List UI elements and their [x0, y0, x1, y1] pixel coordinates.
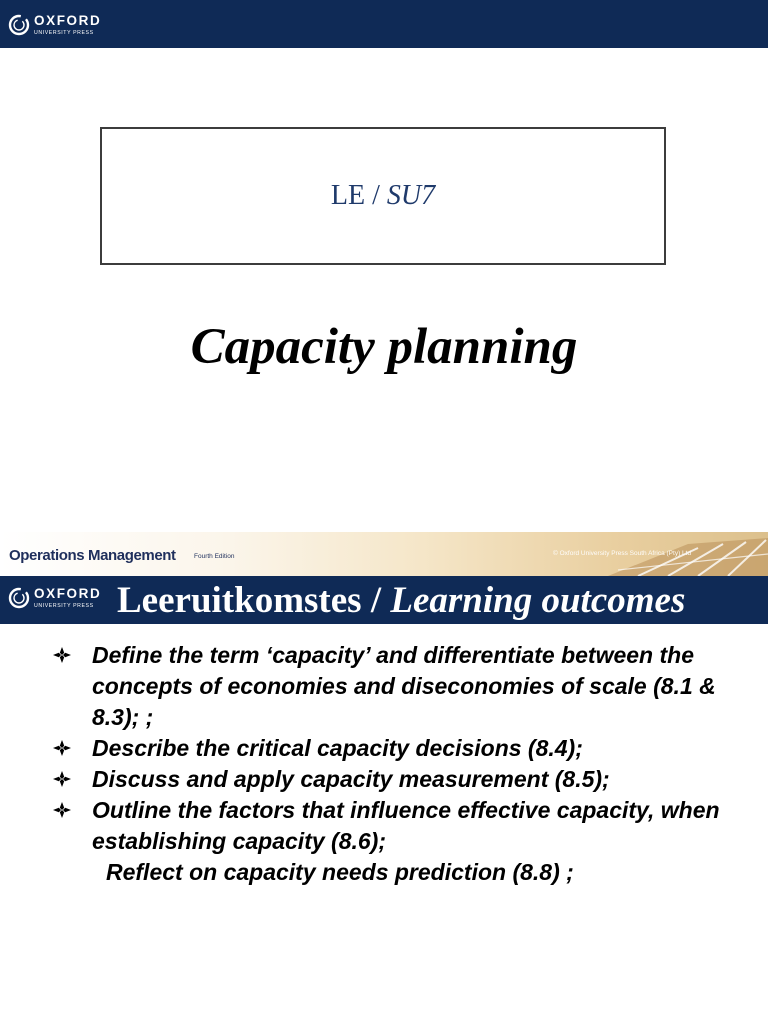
- learning-outcomes-header: [0, 576, 768, 624]
- outcome-text: Reflect on capacity needs prediction (8.8) ;: [106, 859, 574, 885]
- logo-main-text: OXFORD: [34, 13, 102, 29]
- book-title-word-1: Operations: [9, 547, 85, 564]
- oxford-logo: [8, 10, 101, 40]
- oxford-logo-2: [8, 587, 101, 609]
- heading-plain: Leeruitkomstes /: [117, 580, 391, 621]
- outcome-text: Define the term ‘capacity’ and differentiate between the concepts of economies and diseconomies of scale (8.1 & 8.3); ;: [92, 642, 716, 730]
- logo-sub-text: UNIVERSITY PRESS: [34, 29, 94, 36]
- logo-main-text: OXFORD: [34, 586, 102, 602]
- heading-italic: Learning outcomes: [390, 580, 686, 621]
- section-label: [331, 180, 435, 212]
- outcomes-list: [52, 640, 752, 888]
- section-label-plain: LE /: [330, 180, 387, 211]
- outcome-text: Outline the factors that influence effective capacity, when establishing capacity (8.6);: [92, 797, 720, 854]
- book-title-word-2: Management: [87, 547, 176, 564]
- outcome-text: Discuss and apply capacity measurement (8.5);: [92, 766, 610, 792]
- diamond-bullet-icon: [52, 646, 72, 664]
- oxford-ring-icon: [8, 14, 30, 36]
- copyright-text: © Oxford University Press South Africa (Pty) Ltd: [553, 550, 692, 557]
- page-title: Capacity planning: [190, 319, 578, 375]
- edition-label: Fourth Edition: [194, 553, 235, 560]
- diamond-bullet-icon: [52, 770, 72, 788]
- learning-outcomes-heading: [117, 579, 685, 622]
- outcome-text: Describe the critical capacity decisions (8.4);: [92, 735, 583, 761]
- list-item: [52, 640, 752, 733]
- top-header-bar: [0, 0, 768, 48]
- logo-sub-text: UNIVERSITY PRESS: [34, 602, 94, 609]
- book-title: [9, 547, 176, 564]
- diamond-bullet-icon: [52, 801, 72, 819]
- list-item: [52, 795, 752, 857]
- list-item: [52, 733, 752, 764]
- section-label-box: [100, 127, 666, 265]
- diamond-bullet-icon: [52, 739, 72, 757]
- oxford-ring-icon: [8, 587, 30, 609]
- section-label-italic: SU7: [386, 180, 436, 211]
- list-item: [52, 764, 752, 795]
- book-title-band: [0, 532, 768, 576]
- list-item: [52, 857, 752, 888]
